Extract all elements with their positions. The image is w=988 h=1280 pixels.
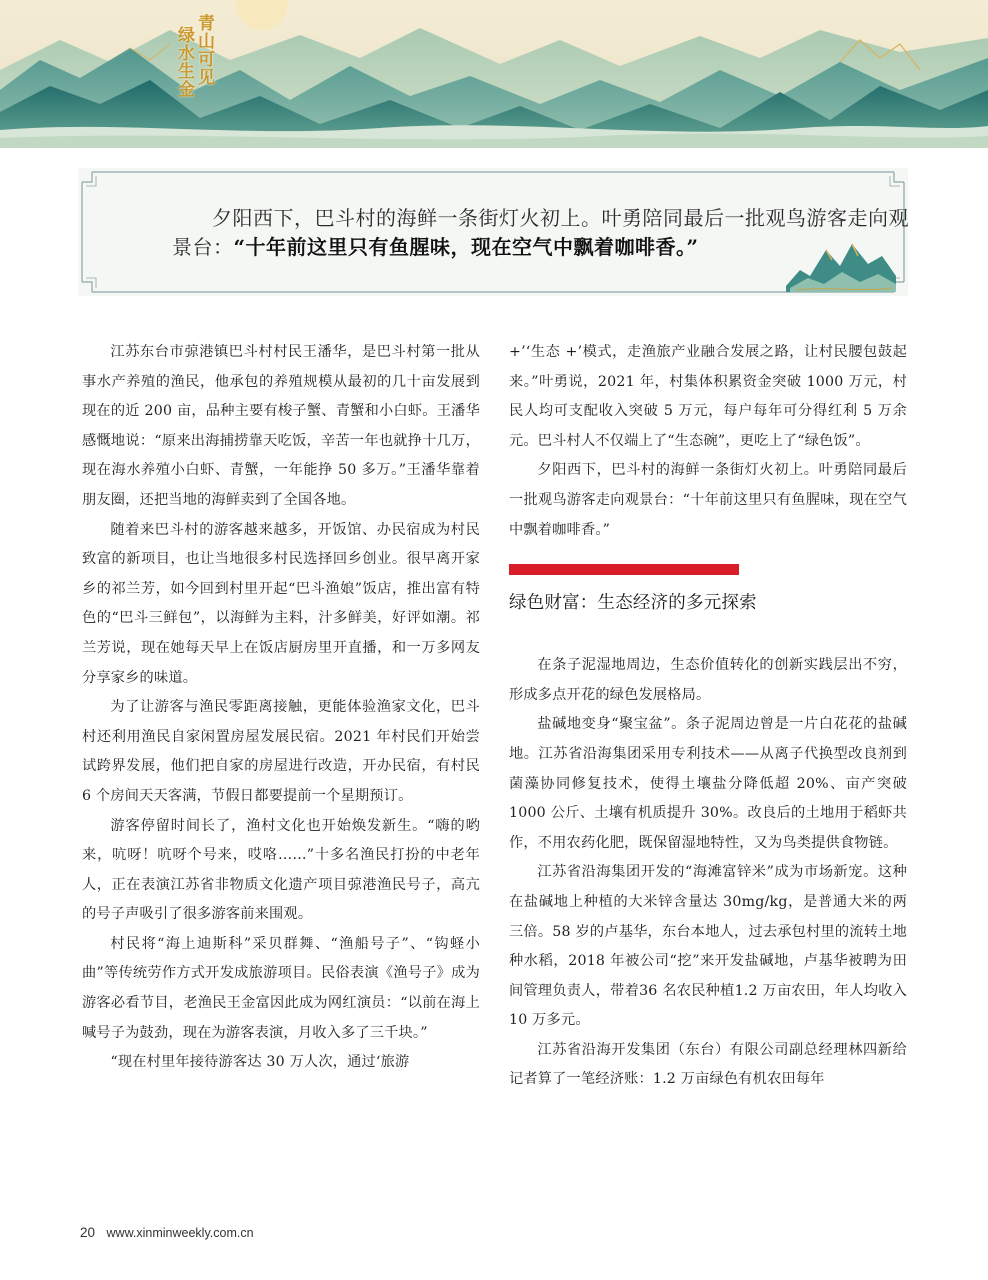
page-number: 20	[80, 1225, 96, 1240]
paragraph: “现在村里年接待游客达 30 万人次，通过‘旅游	[110, 1054, 410, 1071]
mountain-landscape-illustration	[0, 0, 988, 148]
intro-line-1: 夕阳西下，巴斗村的海鲜一条街灯火初上。叶勇陪同最后一批观鸟游客走向观	[212, 206, 909, 230]
article-left-column	[82, 338, 480, 1078]
paragraph: 江苏东台市弶港镇巴斗村村民王潘华，是巴斗村第一批从事水产养殖的渔民，他承包的养殖规模从最初的几十亩发展到现在的近 200 亩，品种主要有梭子蟹、青蟹和小白虾。王潘华感慨地说：“原来出海捕捞靠天吃饭，辛苦一年也就挣十几万，现在海水养殖小白虾、青蟹，一年能挣 50 多万。”王潘华靠着朋友圈，还把当地的海鲜卖到了全国各地。	[82, 344, 480, 508]
paragraph: 江苏省沿海开发集团（东台）有限公司副总经理林四新给记者算了一笔经济账：1.2 万亩绿色有机农田每年	[509, 1041, 907, 1088]
paragraph: 在条子泥湿地周边，生态价值转化的创新实践层出不穷，形成多点开花的绿色发展格局。	[509, 657, 907, 703]
paragraph: 为了让游客与渔民零距离接触，更能体验渔家文化，巴斗村还利用渔民自家闲置房屋发展民宿。2021 年村民们开始尝试跨界发展，他们把自家的房屋进行改造，开办民宿，有村民 6 个房间天天客满，节假日都要提前一个星期预订。	[82, 699, 480, 804]
intro-line-2-bold: “十年前这里只有鱼腥味，现在空气中飘着咖啡香。”	[233, 235, 699, 259]
header-banner	[0, 0, 988, 148]
intro-line-2-plain: 景台：	[172, 235, 234, 259]
paragraph: +’‘生态 +’模式，走渔旅产业融合发展之路，让村民腰包鼓起来。”叶勇说，2021 年，村集体积累资金突破 1000 万元，村民人均可支配收入突破 5 万元，每户每年可分得红利 5 万余元。巴斗村人不仅端上了“生态碗”，更吃上了“绿色饭”。	[509, 344, 907, 449]
banner-title-column-2: 绿水生金	[174, 26, 194, 98]
paragraph: 随着来巴斗村的游客越来越多，开饭馆、办民宿成为村民致富的新项目，也让当地很多村民选择回乡创业。很早离开家乡的祁兰芳，如今回到村里开起“巴斗渔娘”饭店，推出富有特色的“巴斗三鲜包”，以海鲜为主料，汁多鲜美，好评如潮。祁兰芳说，现在她每天早上在饭店厨房里开直播，和一万多网友分享家乡的味道。	[82, 521, 480, 686]
paragraph: 夕阳西下，巴斗村的海鲜一条街灯火初上。叶勇陪同最后一批观鸟游客走向观景台：“十年前这里只有鱼腥味，现在空气中飘着咖啡香。”	[509, 462, 907, 538]
section-spacer	[509, 617, 907, 651]
paragraph: 游客停留时间长了，渔村文化也开始焕发新生。“嗨的哟来，吭呀！吭呀个号来，哎咯……”十多名渔民打扮的中老年人，正在表演江苏省非物质文化遗产项目弶港渔民号子，高亢的号子声吸引了很多游客前来围观。	[82, 817, 480, 923]
section-heading: 绿色财富：生态经济的多元探索	[509, 593, 757, 614]
banner-title-column-1: 青山可见	[194, 14, 214, 86]
page-footer	[80, 1225, 254, 1240]
mini-mountain-icon	[786, 236, 896, 292]
paragraph: 盐碱地变身“聚宝盆”。条子泥周边曾是一片白花花的盐碱地。江苏省沿海集团采用专利技术——从离子代换型改良剂到菌藻协同修复技术，使得土壤盐分降低超 20%、亩产突破 1000 公斤、土壤有机质提升 30%。改良后的土地用于稻虾共作，不用农药化肥，既保留湿地特性，又为鸟类提供食物链。	[509, 716, 907, 851]
paragraph: 江苏省沿海集团开发的“海滩富锌米”成为市场新宠。这种在盐碱地上种植的大米锌含量达 30mg/kg，是普通大米的两三倍。58 岁的卢基华，东台本地人，过去承包村里的流转土地种水稻，2018 年被公司“挖”来开发盐碱地，卢基华被聘为田间管理负责人，带着36 名农民种植1.2 万亩农田，年人均收入 10 万多元。	[509, 864, 907, 1029]
article-right-column	[509, 338, 907, 1095]
section-red-bar	[509, 564, 739, 575]
intro-quote-box	[78, 168, 908, 296]
website-url: www.xinminweekly.com.cn	[106, 1226, 254, 1240]
paragraph: 村民将“海上迪斯科”采贝群舞、“渔船号子”、“钩蛏小曲”等传统劳作方式开发成旅游项目。民俗表演《渔号子》成为游客必看节目，老渔民王金富因此成为网红演员：“以前在海上喊号子为鼓劲，现在为游客表演，月收入多了三千块。”	[82, 935, 480, 1041]
